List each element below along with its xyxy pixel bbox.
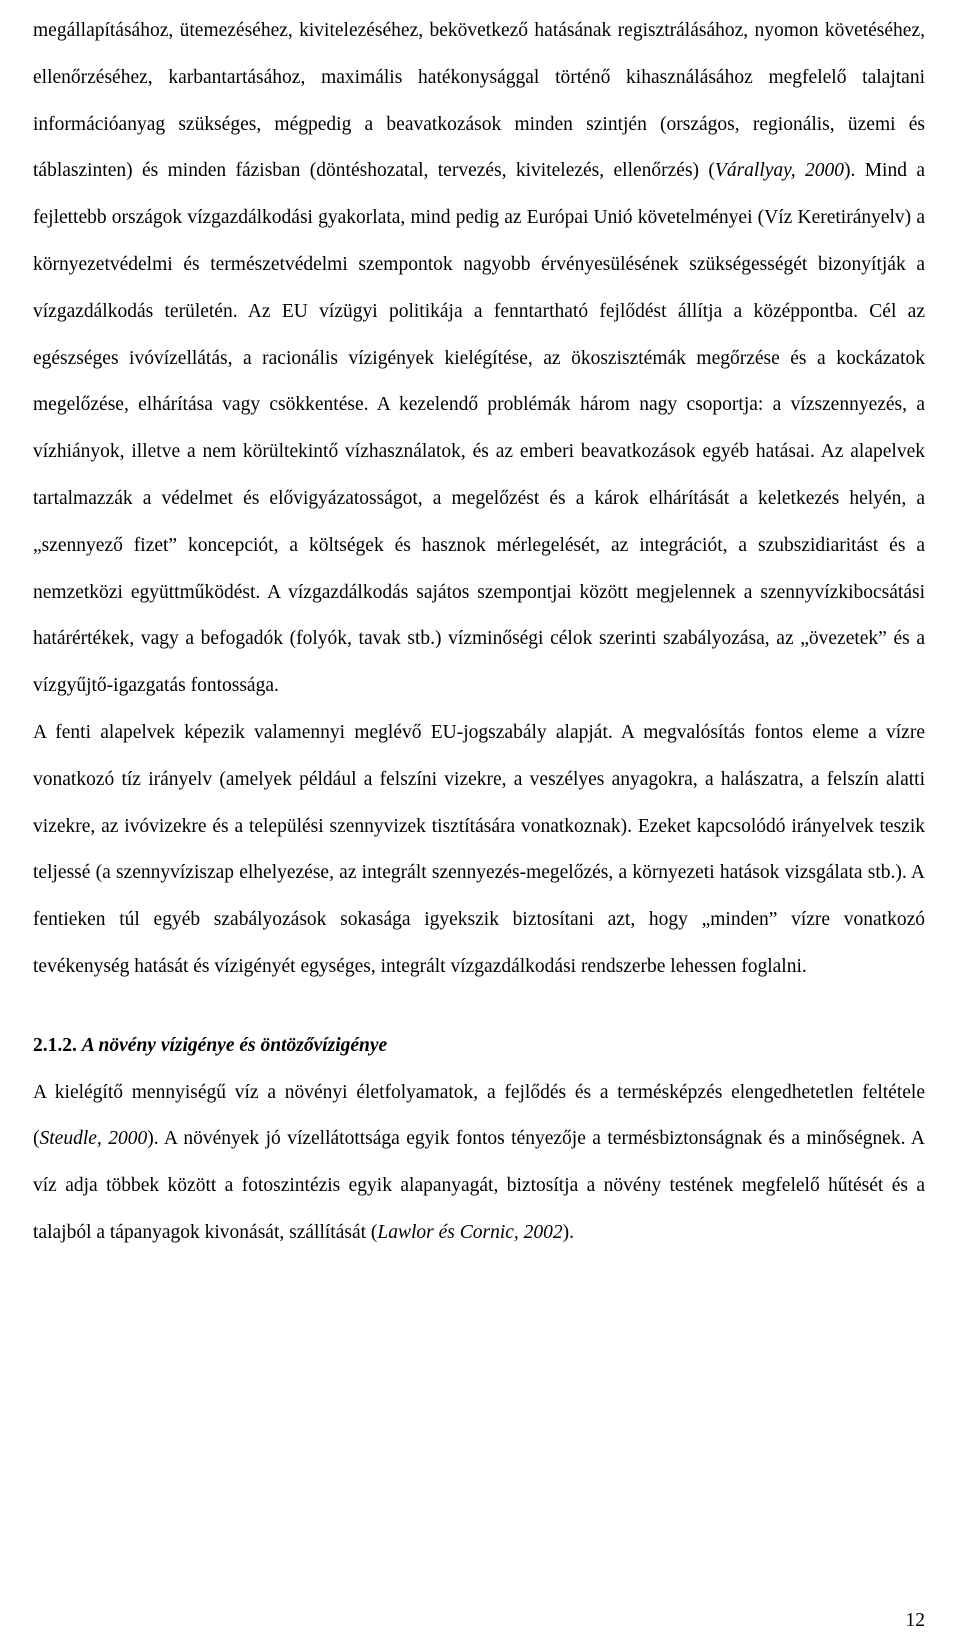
body-paragraph [33,1070,925,1257]
text-run: A kielégítő mennyiségű víz a növényi életfolyamatok, a fejlődés és a termésképzés elengedhetetlen feltétele ( [33,1081,925,1150]
section-heading [33,1023,925,1070]
section-number: 2.1.2. [33,1034,77,1056]
body-paragraph [33,8,925,710]
page-number: 12 [905,1610,925,1631]
text-run: ). A növények jó vízellátottsága egyik fontos tényezője a termésbiztonságnak és a minőségnek. A víz adja többek között a fotoszintézis egyik alapanyagát, biztosítja a növény testének megfelelő hűtését és a talajból a tápanyagok kivonását, szállítását ( [33,1128,925,1243]
section-title: A növény vízigénye és öntözővízigénye [81,1034,388,1056]
text-run: megállapításához, ütemezéséhez, kivitelezéséhez, bekövetkező hatásának regisztrálásához, nyomon követéséhez, ellenőrzéséhez, karbantartásához, maximális hatékonysággal történő kihasználásához megfelelő talajtani információanyag szükséges, mégpedig a beavatkozások minden szintjén (országos, regionális, üzemi és táblaszinten) és minden fázisban (döntéshozatal, tervezés, kivitelezés, ellenőrzés) ( [33,20,925,182]
body-paragraph [33,710,925,991]
citation: Steudle, 2000 [39,1128,148,1150]
text-run: ). [562,1221,575,1243]
citation: Várallyay, 2000 [714,160,844,182]
citation: Lawlor és Cornic, 2002 [377,1221,563,1243]
text-run: ). Mind a fejlettebb országok vízgazdálkodási gyakorlata, mind pedig az Európai Unió követelményei (Víz Keretirányelv) a környezetvédelmi és természetvédelmi szempontok nagyobb érvényesülésének szükségességét bizonyítják a vízgazdálkodás területén. Az EU vízügyi politikája a fenntartható fejlődést állítja a középpontba. Cél az egészséges ivóvízellátás, a racionális vízigények kielégítése, az ökoszisztémák megőrzése és a kockázatok megelőzése, elhárítása vagy csökkentése. A kezelendő problémák három nagy csoportja: a vízszennyezés, a vízhiányok, illetve a nem körültekintő vízhasználatok, és az emberi beavatkozások egyéb hatásai. Az alapelvek tartalmazzák a védelmet és elővigyázatosságot, a megelőzést és a károk elhárítását a keletkezés helyén, a „szennyező fizet” koncepciót, a költségek és hasznok mérlegelését, az integrációt, a szubszidiaritást és a nemzetközi együttműködést. A vízgazdálkodás sajátos szempontjai között megjelennek a szennyvízkibocsátási határértékek, vagy a befogadók (folyók, tavak stb.) vízminőségi célok szerinti szabályozása, az „övezetek” és a vízgyűjtő-igazgatás fontossága. [33,160,926,697]
text-run: A fenti alapelvek képezik valamennyi meglévő EU-jogszabály alapját. A megvalósítás fontos eleme a vízre vonatkozó tíz irányelv (amelyek például a felszíni vizekre, a veszélyes anyagokra, a halászatra, a felszín alatti vizekre, az ivóvizekre és a települési szennyvizek tisztítására vonatkoznak). Ezeket kapcsolódó irányelvek teszik teljessé (a szennyvíziszap elhelyezése, az integrált szennyezés-megelőzés, a környezeti hatások vizsgálata stb.). A fentieken túl egyéb szabályozások sokasága igyekszik biztosítani azt, hogy „minden” vízre vonatkozó tevékenység hatását és vízigényét egységes, integrált vízgazdálkodási rendszerbe lehessen foglalni. [33,721,925,977]
